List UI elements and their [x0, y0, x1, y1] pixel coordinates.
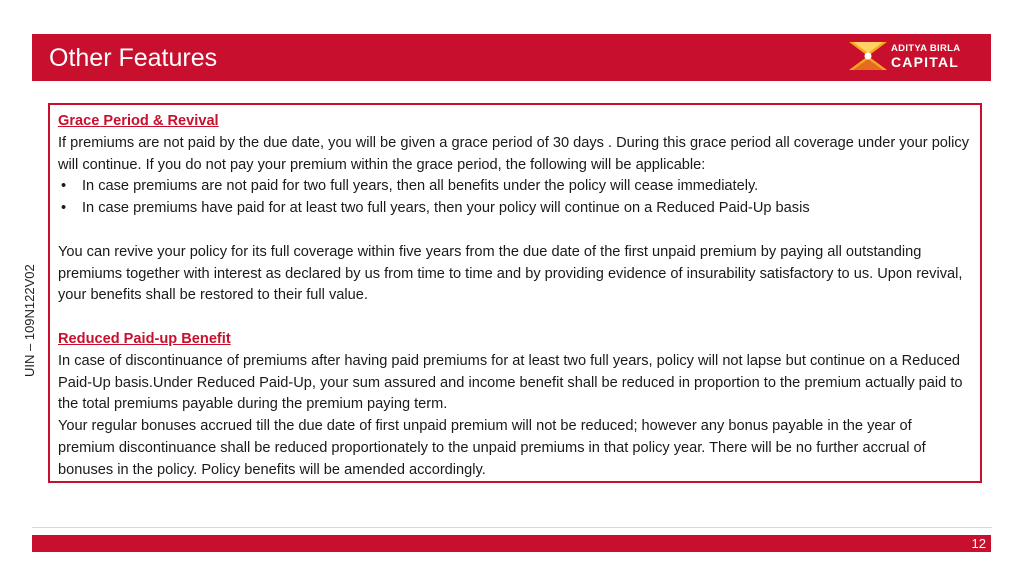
aditya-birla-sun-logo-icon — [849, 42, 887, 70]
grace-heading: Grace Period & Revival — [58, 113, 219, 129]
reduced-heading: Reduced Paid-up Benefit — [58, 330, 231, 347]
content-box — [48, 103, 982, 483]
page-title: Other Features — [49, 44, 218, 72]
footer-bar — [32, 535, 991, 552]
spacer — [58, 220, 972, 242]
header-bar — [32, 34, 991, 81]
bullet-item: • In case premiums have paid for at least two full years, then your policy will continue on a Reduced Paid-Up basis — [58, 198, 972, 220]
page-number: 12 — [971, 536, 986, 551]
footer-divider — [32, 527, 992, 528]
revival-paragraph: You can revive your policy for its full coverage within five years from the due date of the first unpaid premium by paying all outstanding premiums together with interest as declared by us from time to time and by providing evidence of insurability satisfactory to us. Upon revival, your benefits shall be restored to their full value. — [58, 243, 963, 304]
reduced-paragraph-2: Your regular bonuses accrued till the due date of first unpaid premium will not be reduced; however any bonus payable in the year of premium discontinuance shall be reduced proportionately to the unpaid premiums in that policy year. There will be no further accrual of bonuses in the policy. Policy benefits will be amended accordingly. — [58, 418, 926, 478]
spacer — [58, 307, 972, 329]
reduced-paragraph-1: In case of discontinuance of premiums after having paid premiums for at least two full years, policy will not lapse but continue on a Reduced Paid-Up basis.Under Reduced Paid-Up, your sum assured and income benefit shall be reduced in proportion to the premium actually paid to the total premiums payable during the premium paying term. — [58, 352, 963, 413]
grace-intro: If premiums are not paid by the due date, you will be given a grace period of 30 days . During this grace period all coverage under your policy will continue. If you do not pay your premium within the grace period, the following will be applicable: — [58, 134, 970, 173]
company-logo — [849, 42, 959, 72]
logo-text-line1: ADITYA BIRLA — [891, 43, 961, 54]
logo-text-line2: CAPITAL — [891, 54, 960, 70]
bullet-item: • In case premiums are not paid for two full years, then all benefits under the policy will cease immediately. — [58, 176, 972, 198]
uin-label: UIN – 109N122V02 — [22, 264, 37, 377]
